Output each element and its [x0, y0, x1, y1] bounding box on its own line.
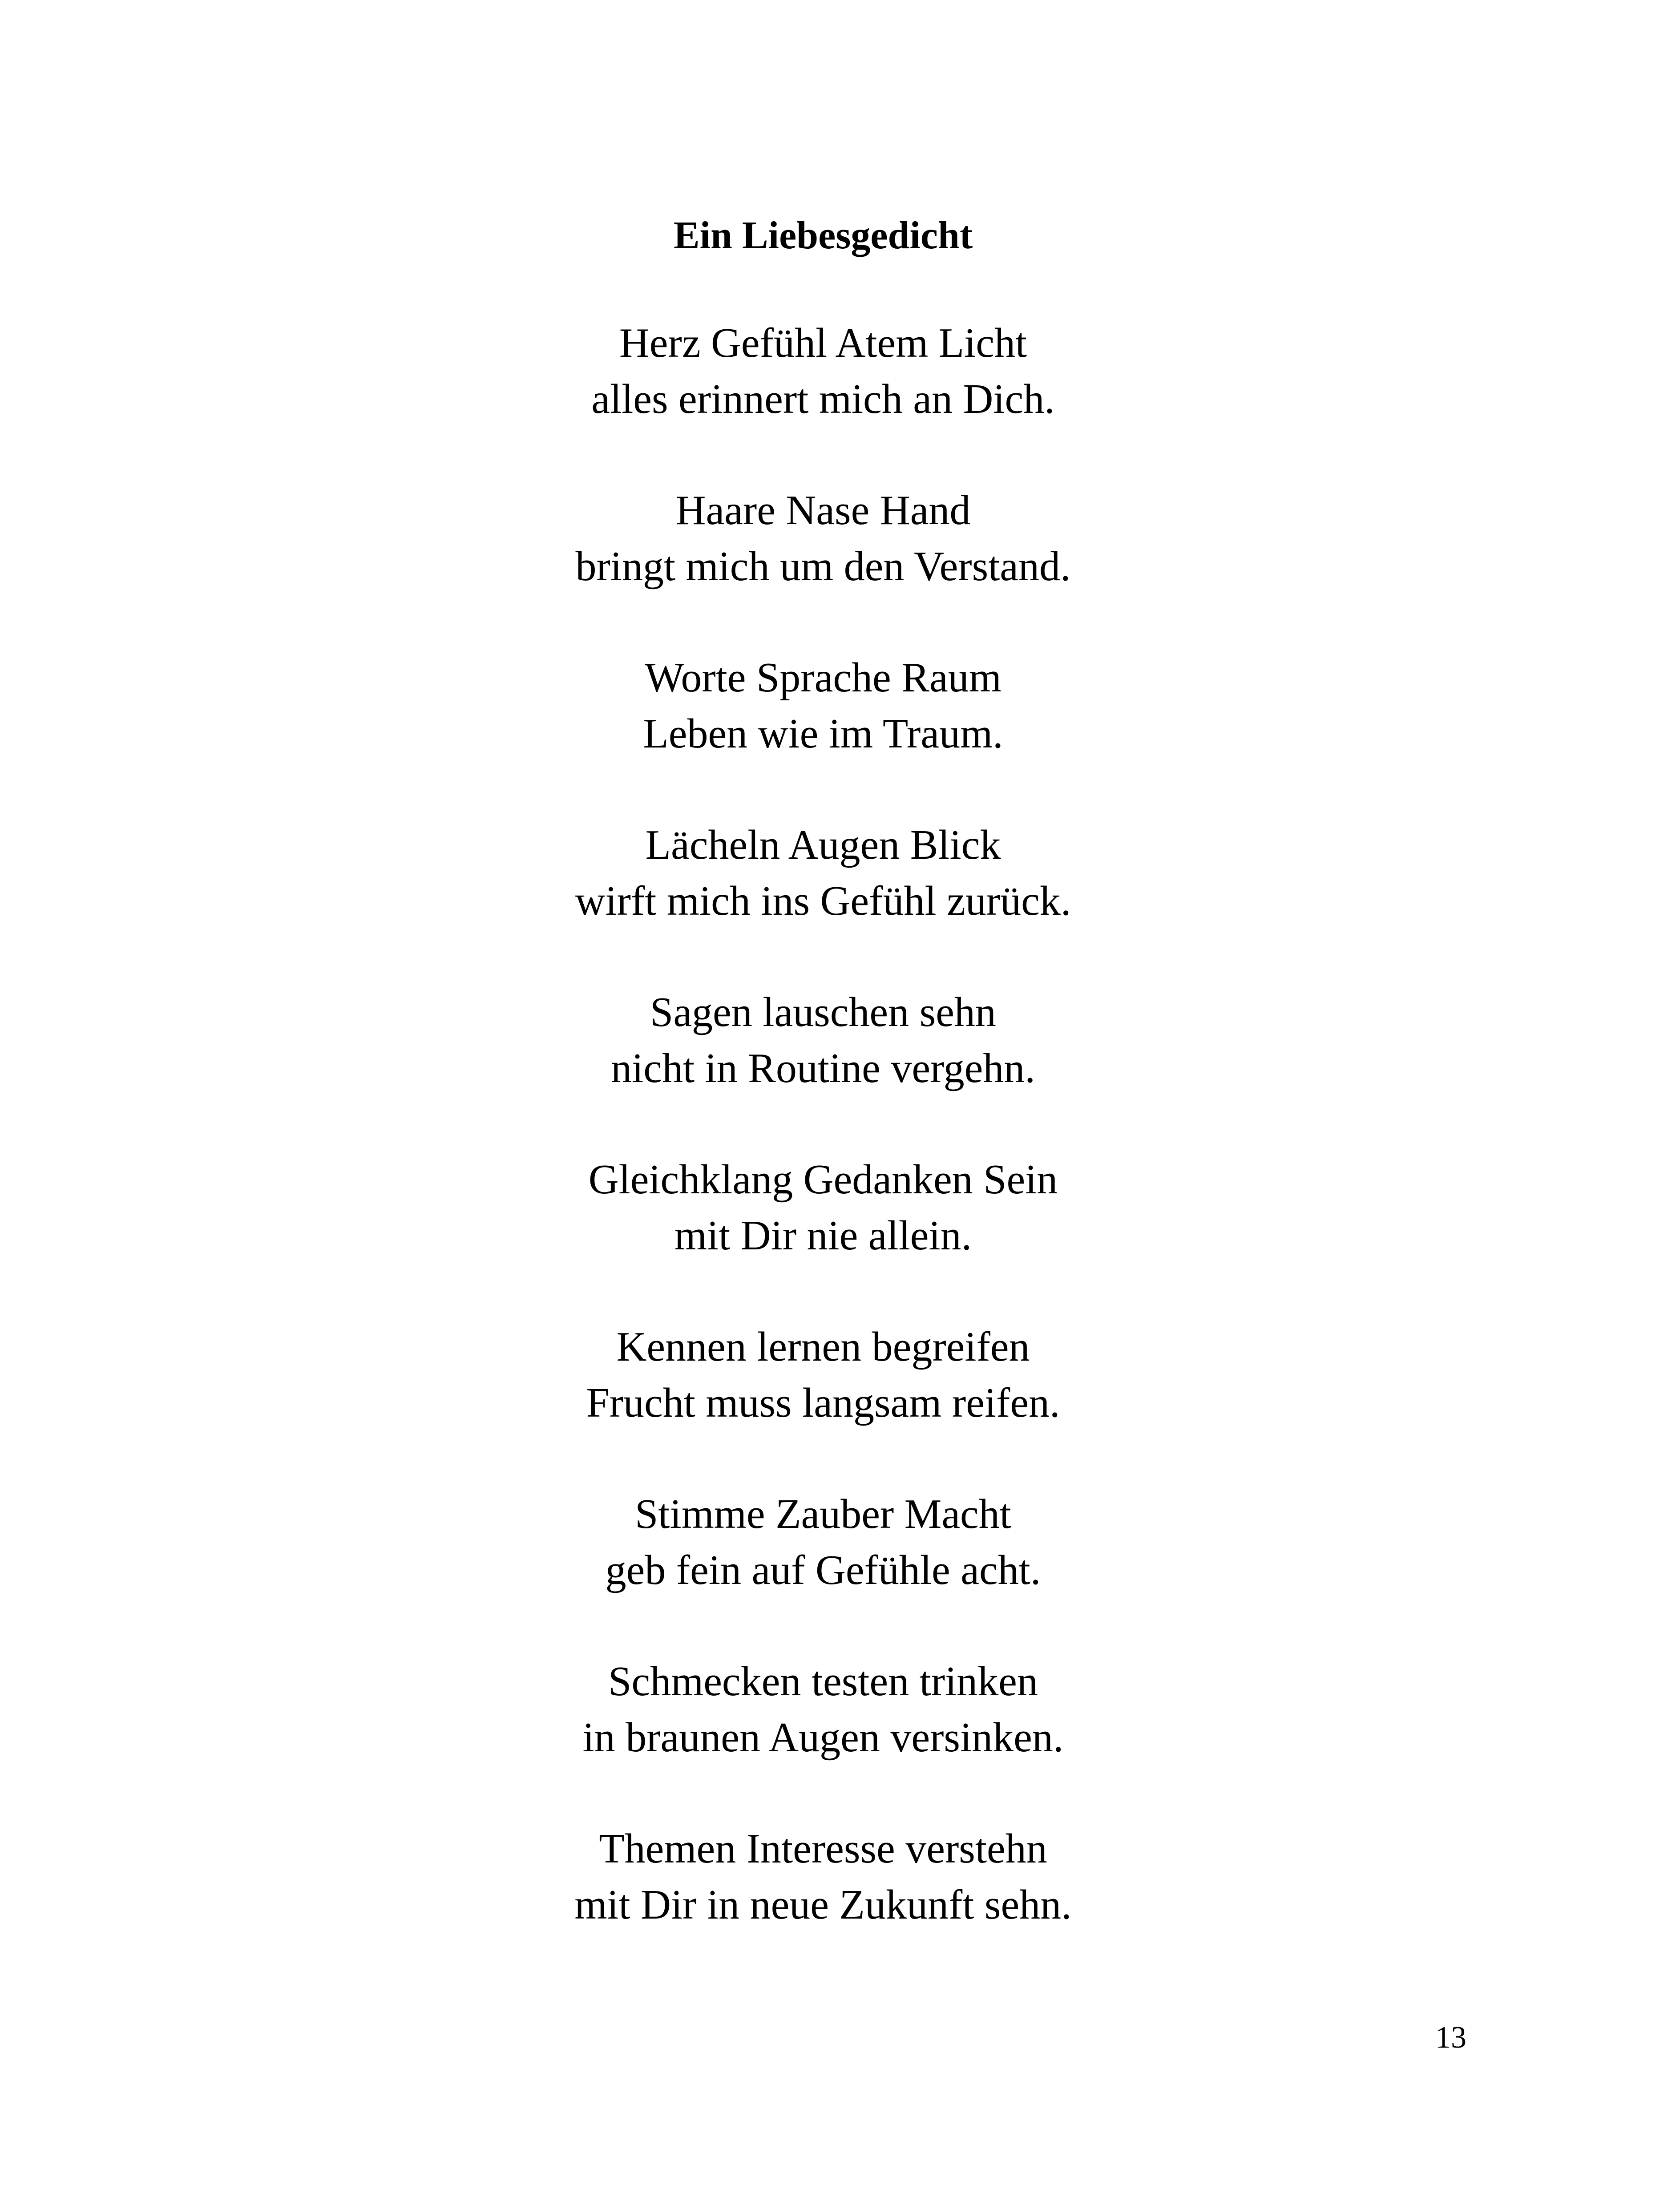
poem-line: Gleichklang Gedanken Sein: [588, 1156, 1058, 1203]
stanza-7: [0, 1319, 1646, 1431]
poem-line: Themen Interesse verstehn: [599, 1826, 1047, 1872]
poem-line: mit Dir in neue Zukunft sehn.: [574, 1882, 1072, 1928]
poem-line: Haare Nase Hand: [675, 487, 971, 533]
stanza-3: [0, 650, 1646, 762]
poem-line: Lächeln Augen Blick: [645, 822, 1001, 868]
poem-line: mit Dir nie allein.: [674, 1212, 972, 1259]
stanza-4: [0, 817, 1646, 929]
poem-line: Herz Gefühl Atem Licht: [619, 320, 1027, 366]
poem-line: geb fein auf Gefühle acht.: [605, 1547, 1041, 1593]
poem-line: Sagen lauschen sehn: [650, 989, 996, 1035]
stanza-5: [0, 984, 1646, 1096]
poem-line: Leben wie im Traum.: [643, 711, 1003, 757]
poem-line: nicht in Routine vergehn.: [611, 1045, 1035, 1091]
poem-line: Stimme Zauber Macht: [635, 1491, 1011, 1537]
poem-line: Worte Sprache Raum: [645, 655, 1002, 701]
stanza-1: [0, 315, 1646, 427]
poem-line: Frucht muss langsam reifen.: [586, 1380, 1060, 1426]
stanza-6: [0, 1151, 1646, 1264]
poem-title: Ein Liebesgedicht: [673, 214, 973, 257]
poem-line: bringt mich um den Verstand.: [575, 543, 1071, 590]
stanza-2: [0, 482, 1646, 594]
poem-line: Schmecken testen trinken: [608, 1658, 1038, 1705]
poem-line: alles erinnert mich an Dich.: [591, 376, 1055, 422]
stanza-10: [0, 1821, 1646, 1933]
poem: [0, 209, 1646, 1988]
page-number: 13: [1435, 2020, 1466, 2055]
poem-line: in braunen Augen versinken.: [582, 1714, 1064, 1761]
stanza-9: [0, 1653, 1646, 1766]
stanza-8: [0, 1486, 1646, 1598]
poem-line: Kennen lernen begreifen: [616, 1324, 1030, 1370]
poem-line: wirft mich ins Gefühl zurück.: [575, 878, 1071, 924]
